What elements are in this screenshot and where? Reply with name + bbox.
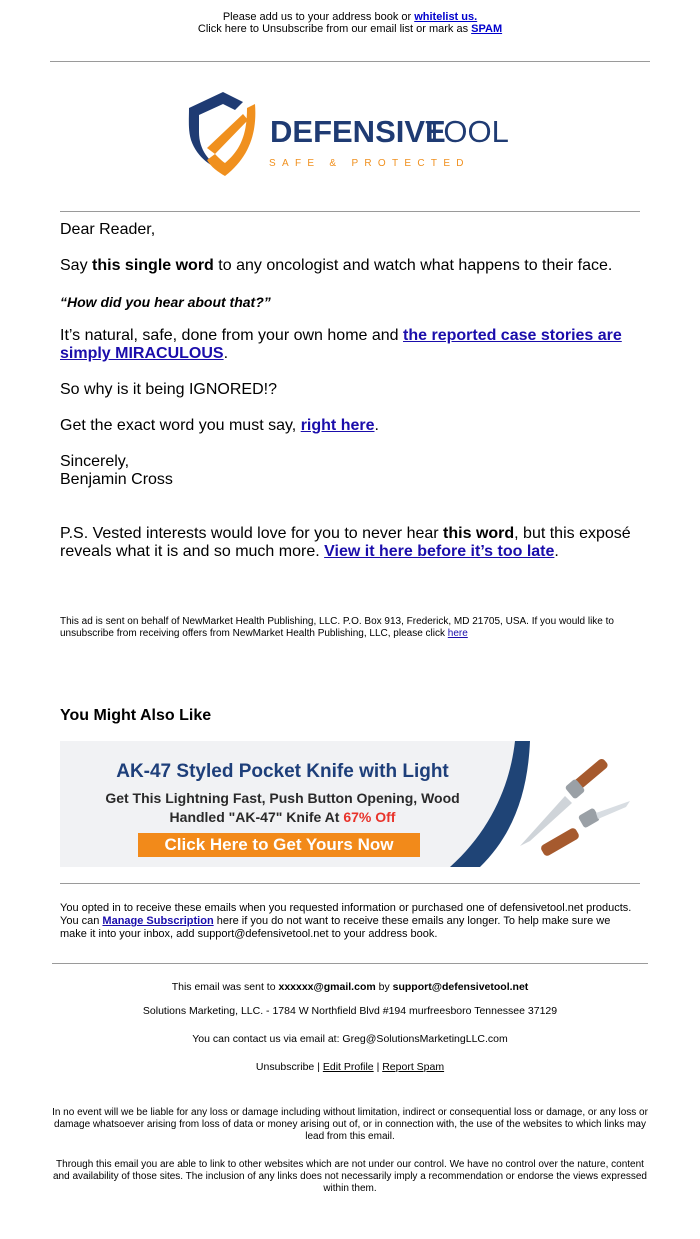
knife-ad-banner[interactable] bbox=[60, 741, 640, 867]
right-here-link[interactable]: right here bbox=[300, 417, 375, 434]
whitelist-link[interactable]: whitelist us. bbox=[414, 11, 478, 23]
manage-subscription-link[interactable]: Manage Subscription bbox=[102, 915, 214, 927]
shield-icon bbox=[185, 90, 535, 180]
footer-links: Unsubscribe | Edit Profile | Report Spam bbox=[255, 1061, 445, 1073]
signature: Benjamin Cross bbox=[60, 471, 173, 488]
divider bbox=[60, 211, 640, 212]
sent-to-line: This email was sent to xxxxxx@gmail.com by support@defensivetool.net bbox=[171, 981, 529, 993]
divider bbox=[52, 963, 648, 964]
ad-disclaimer: This ad is sent on behalf of NewMarket Health Publishing, LLC. P.O. Box 913, Frederick, MD 21705, USA. If you would like to unsubscribe from receiving offers from NewMarket Health Publishing, LLC, please click here bbox=[60, 616, 614, 639]
report-spam-link[interactable]: Report Spam bbox=[382, 1061, 445, 1073]
quote: “How did you hear about that?” bbox=[60, 294, 271, 310]
svg-text:DEFENSIVE: DEFENSIVE bbox=[270, 114, 446, 149]
spam-link[interactable]: SPAM bbox=[471, 23, 503, 35]
optin-notice: You opted in to receive these emails when you requested information or purchased one of defensivetool.net products. You can Manage Subscription here if you do not want to receive these emails any longer. To help make sure we make it into your inbox, add support@defensivetool.net to your address book. bbox=[60, 902, 632, 940]
external-links-disclaimer: Through this email you are able to link to other websites which are not under our control. We have no control over the nature, content and availability of those sites. The inclusion of any links does not necessarily imply a recommendation or endorse the views expressed within them. bbox=[52, 1159, 647, 1194]
edit-profile-link[interactable]: Edit Profile bbox=[322, 1061, 374, 1073]
liability-disclaimer: In no event will we be liable for any loss or damage including without limitation, indirect or consequential loss or damage, or any loss or damage whatsoever arising from loss of data or money arising out of, or in connection with, the use of the websites to which links may lead from this email. bbox=[52, 1107, 648, 1142]
paragraph-3: It’s natural, safe, done from your own home and the reported case stories are simply MIRACULOUS. bbox=[60, 327, 622, 362]
contact-line: You can contact us via email at: Greg@SolutionsMarketingLLC.com bbox=[192, 1033, 508, 1045]
divider bbox=[60, 883, 640, 884]
section-title: You Might Also Like bbox=[60, 707, 212, 724]
paragraph-5: Get the exact word you must say, right here. bbox=[60, 417, 379, 434]
unsubscribe-notice: Click here to Unsubscribe from our email list or mark as SPAM bbox=[197, 23, 503, 35]
unsubscribe-link[interactable]: Unsubscribe bbox=[255, 1061, 315, 1073]
postscript: P.S. Vested interests would love for you to never hear this word, but this exposé reveals what it is and so much more. View it here before it’s too late. bbox=[60, 525, 631, 560]
divider bbox=[50, 61, 650, 62]
banner-subtitle: Get This Lightning Fast, Push Button Opening, Wood Handled "AK-47" Knife At 67% Off bbox=[105, 790, 460, 825]
paragraph-4: So why is it being IGNORED!? bbox=[60, 381, 277, 398]
greeting: Dear Reader, bbox=[60, 221, 156, 238]
company-address: Solutions Marketing, LLC. - 1784 W Northfield Blvd #194 murfreesboro Tennessee 37129 bbox=[142, 1005, 558, 1017]
unsubscribe-here-link[interactable]: here bbox=[447, 628, 468, 639]
banner-title: AK-47 Styled Pocket Knife with Light bbox=[116, 761, 449, 782]
view-it-here-link[interactable]: View it here before it’s too late bbox=[324, 543, 555, 560]
case-stories-link[interactable]: the reported case stories are simply MIRACULOUS bbox=[60, 327, 622, 362]
paragraph-1: Say this single word to any oncologist and watch what happens to their face. bbox=[60, 257, 613, 274]
svg-text:TOOL: TOOL bbox=[425, 114, 509, 149]
svg-text:SAFE & PROTECTED: SAFE & PROTECTED bbox=[269, 158, 470, 169]
get-yours-button[interactable]: Click Here to Get Yours Now bbox=[138, 833, 420, 857]
defensive-tool-logo[interactable] bbox=[185, 90, 535, 180]
address-book-notice: Please add us to your address book or whitelist us. bbox=[222, 11, 478, 23]
closing: Sincerely, bbox=[60, 453, 130, 470]
